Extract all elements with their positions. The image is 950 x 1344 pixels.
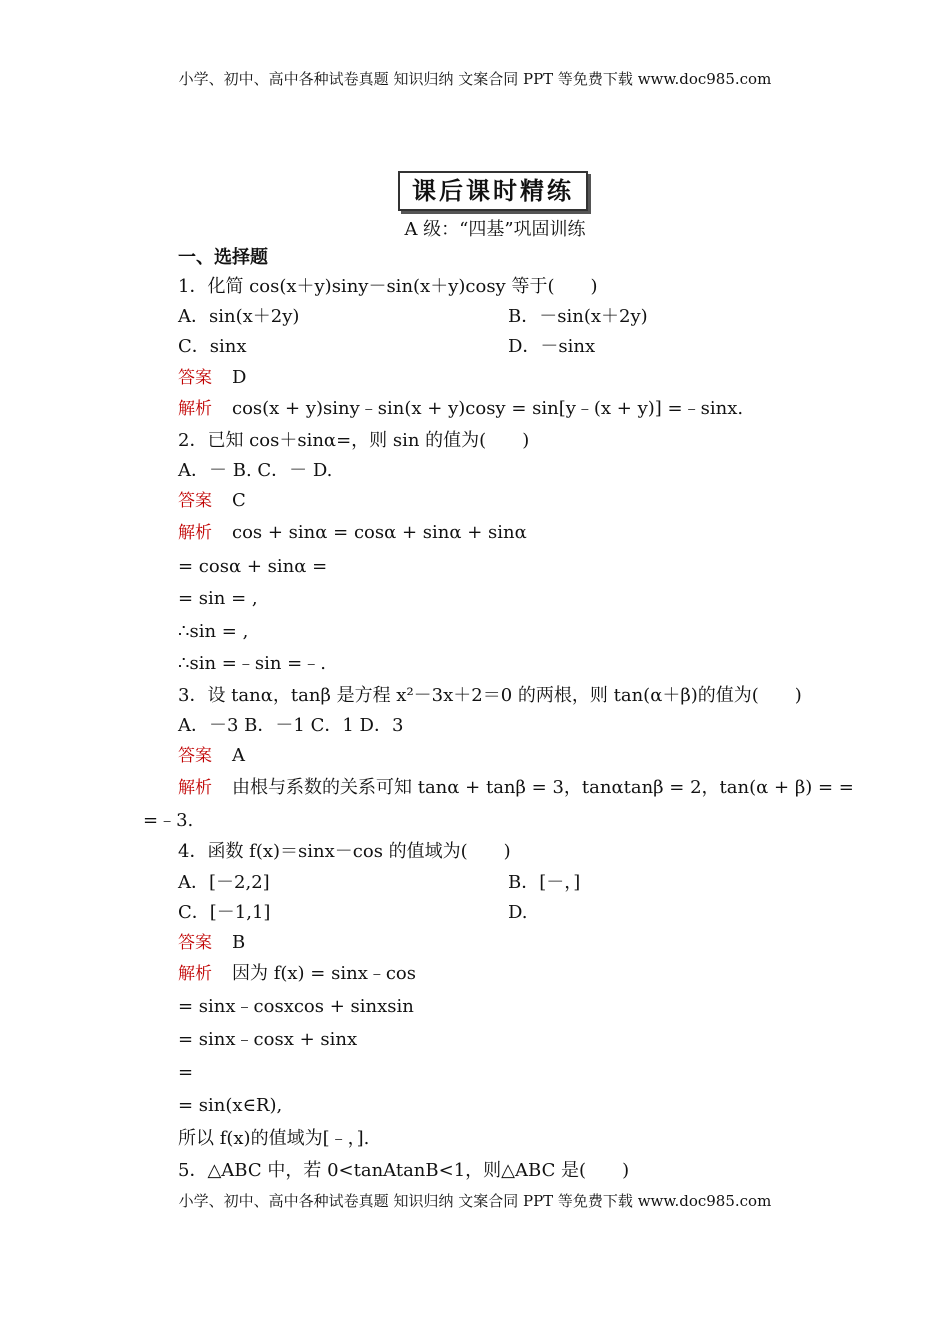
q4-option-c: C．[－1,1] [178, 902, 271, 923]
q3-analysis [178, 776, 854, 800]
q1-analysis-text: cos(x + y)siny﹣sin(x + y)cosy = sin[y﹣(x + y)] =﹣sinx. [232, 398, 744, 419]
q3-analysis-text: 由根与系数的关系可知 tanα + tanβ = 3，tanαtanβ = 2，tan(α + β) = = [232, 777, 854, 798]
section-heading: 一、选择题 [178, 247, 268, 268]
section-title: 课后课时精练 [398, 171, 588, 211]
q4-step-3: = [178, 1062, 194, 1083]
q1-option-a: A．sin(x＋2y) [178, 306, 300, 327]
q4-option-b: B．[－，] [508, 872, 581, 893]
q4-step-4: = sin(x∈R), [178, 1095, 283, 1116]
analysis-label: 解析 [178, 399, 212, 419]
page-header: 小学、初中、高中各种试卷真题 知识归纳 文案合同 PPT 等免费下载 www.doc985.com [178, 70, 772, 88]
q4-analysis [178, 962, 416, 986]
q1-answer [178, 366, 246, 390]
answer-label: 答案 [178, 746, 212, 766]
q2-answer [178, 489, 246, 513]
analysis-label: 解析 [178, 778, 212, 798]
q2-step-3: ∴sin = , [178, 621, 249, 642]
analysis-label: 解析 [178, 523, 212, 543]
q2-analysis-text: cos + sinα = cosα + sinα + sinα [232, 522, 527, 543]
q4-analysis-text: 因为 f(x) = sinx﹣cos [232, 963, 416, 984]
q1-answer-value: D [232, 367, 247, 388]
q3-answer [178, 744, 245, 768]
level-heading: A 级：“四基”巩固训练 [404, 219, 586, 240]
analysis-label: 解析 [178, 964, 212, 984]
q3-options: A．－3 B．－1 C．1 D．3 [178, 715, 404, 736]
page-footer: 小学、初中、高中各种试卷真题 知识归纳 文案合同 PPT 等免费下载 www.doc985.com [178, 1192, 772, 1210]
q4-step-1: = sinx﹣cosxcos + sinxsin [178, 996, 414, 1017]
q4-option-a: A．[－2,2] [178, 872, 270, 893]
answer-label: 答案 [178, 491, 212, 511]
q4-step-2: = sinx﹣cosx + sinx [178, 1029, 358, 1050]
q2-step-4: ∴sin =﹣sin =﹣. [178, 653, 326, 674]
answer-label: 答案 [178, 368, 212, 388]
q2-stem: 2．已知 cos＋sinα=，则 sin 的值为( ) [178, 430, 530, 451]
q2-analysis [178, 521, 527, 545]
answer-label: 答案 [178, 933, 212, 953]
q2-step-2: = sin = , [178, 588, 258, 609]
q2-options: A．－ B. C．－ D. [178, 460, 333, 481]
q5-stem: 5．△ABC 中，若 0<tanAtanB<1，则△ABC 是( ) [178, 1160, 630, 1181]
q2-answer-value: C [232, 490, 246, 511]
q2-step-1: = cosα + sinα = [178, 556, 328, 577]
q4-option-d: D. [508, 902, 528, 923]
q1-option-d: D．－sinx [508, 336, 596, 357]
q4-conclusion: 所以 f(x)的值域为[﹣，]. [178, 1128, 370, 1149]
q3-answer-value: A [232, 745, 245, 766]
q4-answer-value: B [232, 932, 246, 953]
q1-option-c: C．sinx [178, 336, 247, 357]
q1-analysis [178, 397, 743, 421]
q1-stem: 1．化简 cos(x＋y)siny－sin(x＋y)cosy 等于( ) [178, 276, 598, 297]
q4-answer [178, 931, 245, 955]
q3-stem: 3．设 tanα，tanβ 是方程 x²－3x＋2＝0 的两根，则 tan(α＋β)的值为( ) [178, 685, 802, 706]
q1-option-b: B．－sin(x＋2y) [508, 306, 648, 327]
q3-analysis-cont: =﹣3. [143, 810, 194, 831]
q4-stem: 4．函数 f(x)＝sinx－cos 的值域为( ) [178, 841, 511, 862]
